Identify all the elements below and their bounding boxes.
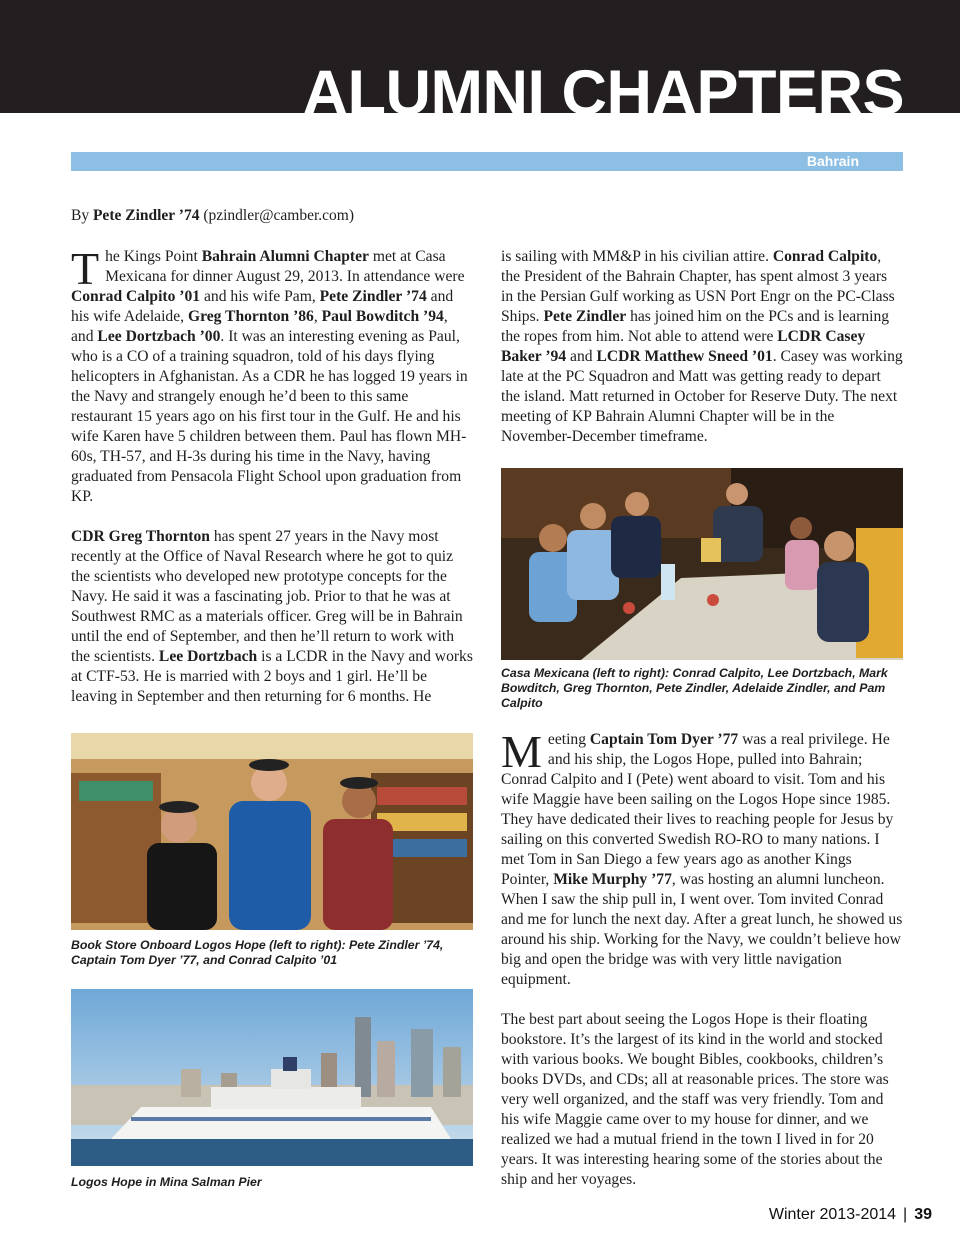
section-label: Bahrain xyxy=(806,153,859,169)
drop-cap: M xyxy=(501,726,542,777)
drop-cap: T xyxy=(71,243,100,294)
ship-photo-caption: Logos Hope in Mina Salman Pier xyxy=(71,1175,262,1189)
article-paragraph-1: The Kings Point Bahrain Alumni Chapter met at Casa Mexicana for dinner August 29, 2013. In attendance were Conrad Calpito ’01 and his wife Pam, Pete Zindler ’74 and his wife Adelaide, Greg Thornton ’86, Paul Bowditch ’94, and Lee Dortzbach ’00. It was an interesting evening as Paul, who is a CO of a training squadron, told of his days flying helicopters in Afghanistan. As a CDR he has logged 19 years in the Navy and strangely enough he’d been to this same restaurant 15 years ago on his first tour in the Gulf. He and his wife Karen have 5 children between them. Paul has flown MH-60s, TH-57, and H-3s during his time in the Navy, having graduated from Pensacola Flight School upon graduation from KP. xyxy=(71,243,468,505)
article-column-right-middle xyxy=(501,726,903,990)
article-column-right xyxy=(501,247,903,447)
article-paragraph-3: is sailing with MM&P in his civilian attire. Conrad Calpito, the President of the Bahrain Chapter, has spent almost 3 years in the Persian Gulf working as USN Port Engr on the PC-Class Ships. Pete Zindler has joined him on the PCs and is learning the ropes from him. Not able to attend were LCDR Casey Baker ’94 and LCDR Matthew Sneed ’01. Casey was working late at the PC Squadron and Matt was getting ready to depart the island. Matt returned in October for Reserve Duty. The next meeting of KP Bahrain Alumni Chapter will be in the November-December timeframe. xyxy=(501,248,903,445)
bookstore-photo-caption: Book Store Onboard Logos Hope (left to right): Pete Zindler ’74, Captain Tom Dyer ’77, and Conrad Calpito ’01 xyxy=(71,938,444,967)
header-band xyxy=(0,0,960,128)
page-number: 39 xyxy=(914,1206,932,1223)
article-paragraph-2: CDR Greg Thornton has spent 27 years in the Navy most recently at the Office of Naval Research where he got to quiz the scientists who developed new prototype concepts for the Navy. He said it was a fascinating job. Prior to that he was at Southwest RMC as a materials officer. Greg will be in Bahrain until the end of September, and then he’ll return to work with the scientists. Lee Dortzbach is a LCDR in the Navy and works at CTF-53. He is married with 2 boys and 1 girl. He’ll be leaving in September and then returning for 6 months. He xyxy=(71,528,473,705)
restaurant-photo-caption: Casa Mexicana (left to right): Conrad Calpito, Lee Dortzbach, Mark Bowditch, Greg Thornton, Pete Zindler, Adelaide Zindler, and Pam Calpito xyxy=(501,666,888,710)
article-column-right-bottom xyxy=(501,1010,903,1190)
article-paragraph-4: Meeting Captain Tom Dyer ’77 was a real privilege. He and his ship, the Logos Hope, pulled into Bahrain; Conrad Calpito and I (Pete) went aboard to visit. Tom and his wife Maggie have been sailing on the Logos Hope since 1985. They have dedicated their lives to reaching people for Jesus by sailing on this converted Swedish RO-RO to many nations. I met Tom in San Diego a few years ago as another Kings Pointer, Mike Murphy ’77, was hosting an alumni luncheon. When I saw the ship pull in, I went over. Tom invited Conrad and me for lunch the next day. After a great lunch, he showed us around his ship. Working for the Navy, we couldn’t believe how big and open the bridge was with very little navigation equipment. xyxy=(501,726,903,988)
page-footer xyxy=(769,1205,932,1225)
byline-author: Pete Zindler ’74 xyxy=(92,207,200,224)
byline-email: (pzindler@camber.com) xyxy=(199,207,355,224)
restaurant-photo xyxy=(501,468,903,660)
article-paragraph-5: The best part about seeing the Logos Hope is their floating bookstore. It’s the largest of its kind in the world and stocked with various books. We bought Bibles, cookbooks, children’s books DVDs, and CDs; all at reasonable prices. The store was very well organized, and the staff was very friendly. Tom and his wife Maggie came over to my house for dinner, and we realized we had a mutual friend in the town I lived in for 20 years. It was interesting hearing some of the stories about the ship and her voyages. xyxy=(501,1011,889,1188)
byline-prefix: By xyxy=(71,207,93,224)
article-column-left xyxy=(71,243,473,707)
ship-photo xyxy=(71,989,473,1166)
footer-separator: | xyxy=(903,1206,908,1223)
byline xyxy=(71,206,354,226)
section-bar xyxy=(71,152,903,171)
page-title: ALUMNI CHAPTERS xyxy=(302,58,904,128)
issue-label: Winter 2013-2014 xyxy=(768,1206,897,1223)
bookstore-photo xyxy=(71,733,473,930)
